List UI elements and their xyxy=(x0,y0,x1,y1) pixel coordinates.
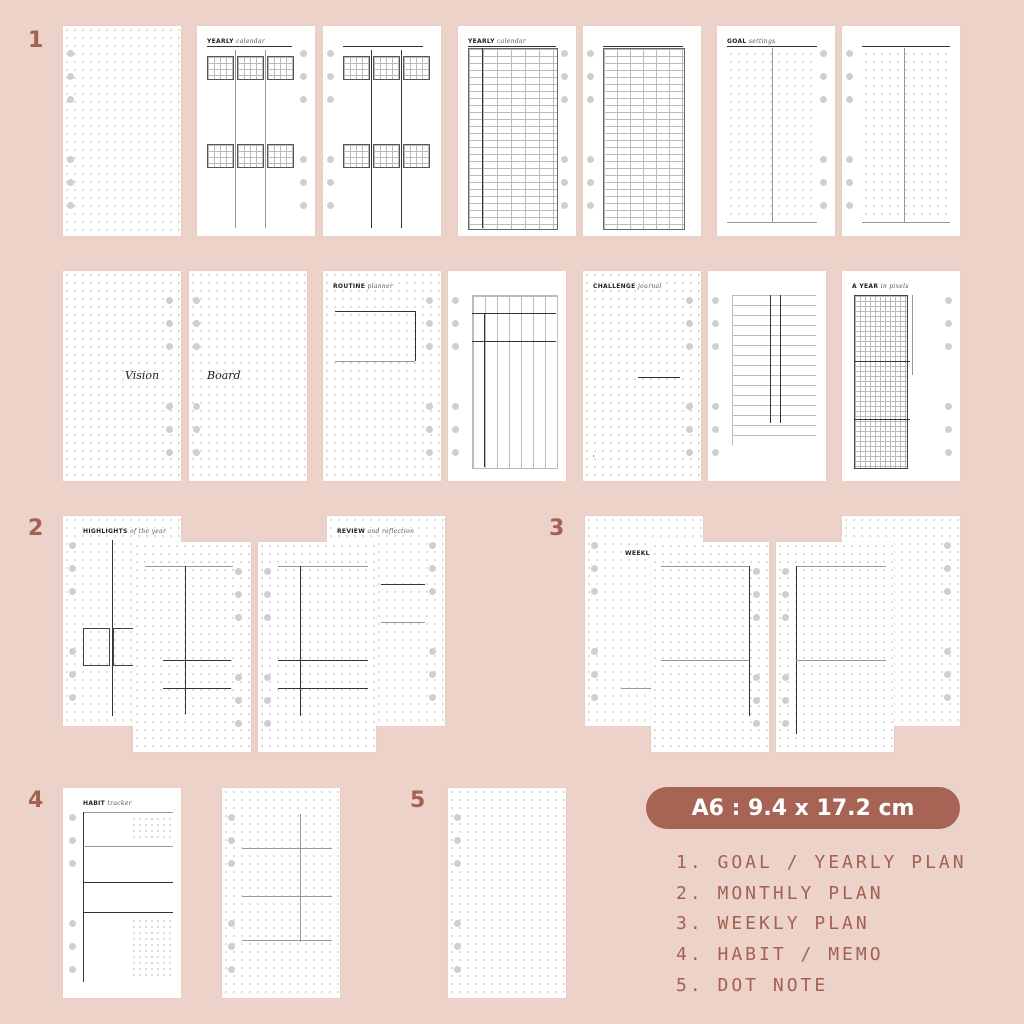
punch-hole-icon xyxy=(69,588,76,595)
month-grid xyxy=(267,144,294,168)
punch-hole-icon xyxy=(753,568,760,575)
punch-hole-icon xyxy=(426,426,433,433)
punch-hole-icon xyxy=(454,966,461,973)
legend-item: 3. WEEKLY PLAN xyxy=(676,913,870,935)
punch-hole-icon xyxy=(782,720,789,727)
highlight-box xyxy=(83,628,110,666)
punch-hole-icon xyxy=(587,73,594,80)
legend-item: 4. HABIT / MEMO xyxy=(676,944,884,966)
punch-hole-icon xyxy=(561,96,568,103)
punch-hole-icon xyxy=(69,837,76,844)
punch-hole-icon xyxy=(712,320,719,327)
punch-hole-icon xyxy=(753,697,760,704)
month-grid xyxy=(207,144,234,168)
punch-holes xyxy=(944,516,956,726)
page-title: REVIEW and reflection xyxy=(337,528,415,535)
title-rule xyxy=(661,566,749,567)
row-divider xyxy=(862,222,950,223)
dot-area xyxy=(862,50,950,220)
challenge-journal-page xyxy=(708,271,826,481)
punch-hole-icon xyxy=(753,614,760,621)
punch-hole-icon xyxy=(228,966,235,973)
punch-hole-icon xyxy=(429,648,436,655)
title-rule xyxy=(468,46,556,47)
punch-hole-icon xyxy=(166,343,173,350)
punch-holes xyxy=(166,271,178,481)
month-grid xyxy=(373,56,400,80)
title-rule xyxy=(862,46,950,47)
punch-hole-icon xyxy=(69,542,76,549)
punch-hole-icon xyxy=(166,426,173,433)
row-divider xyxy=(727,222,817,223)
row-divider xyxy=(381,584,425,585)
punch-hole-icon xyxy=(193,449,200,456)
month-grid xyxy=(373,144,400,168)
punch-hole-icon xyxy=(591,671,598,678)
punch-hole-icon xyxy=(820,96,827,103)
goal-settings-page xyxy=(717,26,835,236)
punch-hole-icon xyxy=(591,694,598,701)
column-divider xyxy=(772,48,773,223)
punch-hole-icon xyxy=(561,156,568,163)
punch-hole-icon xyxy=(454,814,461,821)
punch-hole-icon xyxy=(327,96,334,103)
column-divider xyxy=(401,138,402,228)
punch-hole-icon xyxy=(429,694,436,701)
punch-hole-icon xyxy=(67,73,74,80)
punch-hole-icon xyxy=(426,297,433,304)
punch-hole-icon xyxy=(429,671,436,678)
punch-hole-icon xyxy=(327,50,334,57)
punch-hole-icon xyxy=(452,426,459,433)
row-divider xyxy=(278,660,368,661)
punch-holes xyxy=(193,271,205,481)
punch-hole-icon xyxy=(782,568,789,575)
challenge-lines xyxy=(732,295,816,445)
challenge-journal-page xyxy=(583,271,701,481)
punch-hole-icon xyxy=(193,320,200,327)
punch-holes xyxy=(327,26,339,236)
column-divider xyxy=(796,566,797,734)
punch-holes xyxy=(426,271,438,481)
page-title: YEARLY calendar xyxy=(468,38,527,45)
punch-hole-icon xyxy=(712,403,719,410)
punch-hole-icon xyxy=(228,943,235,950)
vision-script-title: Vision xyxy=(125,369,160,382)
punch-hole-icon xyxy=(429,565,436,572)
punch-hole-icon xyxy=(587,50,594,57)
row-divider xyxy=(83,912,173,913)
punch-hole-icon xyxy=(327,179,334,186)
punch-hole-icon xyxy=(561,179,568,186)
punch-holes xyxy=(846,26,858,236)
punch-hole-icon xyxy=(166,320,173,327)
punch-hole-icon xyxy=(452,320,459,327)
column-divider xyxy=(235,50,236,140)
column-divider xyxy=(749,566,750,716)
punch-hole-icon xyxy=(327,73,334,80)
row-divider xyxy=(163,688,231,689)
punch-hole-icon xyxy=(587,156,594,163)
column-divider xyxy=(371,138,372,228)
challenge-rule xyxy=(593,455,594,457)
punch-hole-icon xyxy=(69,966,76,973)
punch-hole-icon xyxy=(820,73,827,80)
month-grid xyxy=(403,144,430,168)
page-title: YEARLY calendar xyxy=(207,38,266,45)
punch-holes xyxy=(587,26,599,236)
title-rule xyxy=(343,46,423,47)
punch-hole-icon xyxy=(235,674,242,681)
punch-hole-icon xyxy=(945,426,952,433)
punch-hole-icon xyxy=(452,297,459,304)
punch-hole-icon xyxy=(712,426,719,433)
weekly-plan-right-page xyxy=(776,542,894,752)
punch-hole-icon xyxy=(587,96,594,103)
punch-hole-icon xyxy=(426,449,433,456)
punch-hole-icon xyxy=(820,156,827,163)
goal-settings-page xyxy=(842,26,960,236)
column-divider xyxy=(300,566,301,716)
punch-hole-icon xyxy=(846,202,853,209)
legend-item: 5. DOT NOTE xyxy=(676,974,829,996)
punch-hole-icon xyxy=(846,50,853,57)
vision-board-right-page xyxy=(189,271,307,481)
monthly-plan-left-page xyxy=(133,542,251,752)
punch-hole-icon xyxy=(686,449,693,456)
punch-hole-icon xyxy=(429,542,436,549)
punch-hole-icon xyxy=(561,202,568,209)
punch-hole-icon xyxy=(67,202,74,209)
punch-hole-icon xyxy=(686,343,693,350)
punch-hole-icon xyxy=(591,648,598,655)
punch-hole-icon xyxy=(944,588,951,595)
routine-rule xyxy=(335,311,415,312)
month-grid xyxy=(237,144,264,168)
routine-rule xyxy=(335,361,415,362)
dot-note-page xyxy=(448,788,566,998)
punch-hole-icon xyxy=(452,343,459,350)
page-title: ROUTINE planner xyxy=(333,283,394,290)
yearly-calendar-page xyxy=(323,26,441,236)
punch-hole-icon xyxy=(944,565,951,572)
punch-hole-icon xyxy=(264,720,271,727)
punch-hole-icon xyxy=(69,565,76,572)
column-divider xyxy=(401,50,402,140)
column-divider xyxy=(484,313,485,467)
punch-hole-icon xyxy=(846,156,853,163)
punch-hole-icon xyxy=(264,697,271,704)
punch-hole-icon xyxy=(235,614,242,621)
punch-holes xyxy=(753,542,765,752)
dotted-page xyxy=(63,26,181,236)
page-title: HIGHLIGHTS of the year xyxy=(83,528,167,535)
title-rule xyxy=(727,46,817,47)
punch-hole-icon xyxy=(228,837,235,844)
punch-hole-icon xyxy=(69,671,76,678)
punch-hole-icon xyxy=(300,156,307,163)
punch-hole-icon xyxy=(67,156,74,163)
punch-hole-icon xyxy=(945,449,952,456)
column-divider xyxy=(185,566,186,714)
section-number-3: 3 xyxy=(549,516,565,541)
punch-hole-icon xyxy=(327,156,334,163)
routine-planner-page xyxy=(323,271,441,481)
column-divider xyxy=(300,814,301,942)
punch-hole-icon xyxy=(228,860,235,867)
month-grid xyxy=(343,56,370,80)
punch-hole-icon xyxy=(945,403,952,410)
punch-hole-icon xyxy=(945,343,952,350)
punch-holes xyxy=(429,516,441,726)
punch-holes xyxy=(561,26,573,236)
size-badge: A6 : 9.4 x 17.2 cm xyxy=(646,787,960,829)
punch-hole-icon xyxy=(264,614,271,621)
punch-hole-icon xyxy=(452,449,459,456)
page-title: CHALLENGE journal xyxy=(593,283,662,290)
punch-hole-icon xyxy=(69,648,76,655)
punch-hole-icon xyxy=(69,694,76,701)
punch-hole-icon xyxy=(686,320,693,327)
legend-item: 1. GOAL / YEARLY PLAN xyxy=(676,852,967,873)
row-divider xyxy=(163,660,231,661)
page-title: WEEKL xyxy=(625,550,650,557)
board-script-title: Board xyxy=(207,369,241,382)
punch-hole-icon xyxy=(300,202,307,209)
habit-tracker-page xyxy=(63,788,181,998)
punch-hole-icon xyxy=(782,697,789,704)
punch-hole-icon xyxy=(944,671,951,678)
row-divider xyxy=(242,896,332,897)
punch-hole-icon xyxy=(782,591,789,598)
punch-hole-icon xyxy=(561,50,568,57)
punch-hole-icon xyxy=(945,297,952,304)
punch-holes xyxy=(454,788,466,998)
punch-hole-icon xyxy=(820,179,827,186)
punch-holes xyxy=(945,271,957,481)
weekly-plan-left-page xyxy=(651,542,769,752)
punch-hole-icon xyxy=(820,50,827,57)
row-divider xyxy=(83,846,173,847)
pixel-grid xyxy=(854,295,908,469)
punch-hole-icon xyxy=(591,588,598,595)
row-divider xyxy=(278,688,368,689)
punch-hole-icon xyxy=(300,73,307,80)
punch-holes xyxy=(820,26,832,236)
title-rule xyxy=(278,566,368,567)
punch-hole-icon xyxy=(235,591,242,598)
month-grid xyxy=(207,56,234,80)
punch-hole-icon xyxy=(67,50,74,57)
punch-hole-icon xyxy=(264,568,271,575)
punch-hole-icon xyxy=(454,860,461,867)
punch-hole-icon xyxy=(300,179,307,186)
month-grid xyxy=(237,56,264,80)
column-divider xyxy=(371,50,372,140)
punch-hole-icon xyxy=(426,343,433,350)
punch-holes xyxy=(264,542,276,752)
punch-hole-icon xyxy=(820,202,827,209)
punch-holes xyxy=(300,26,312,236)
punch-hole-icon xyxy=(846,96,853,103)
punch-hole-icon xyxy=(782,674,789,681)
column-divider xyxy=(482,48,483,228)
legend-item: 2. MONTHLY PLAN xyxy=(676,882,884,904)
challenge-rule xyxy=(638,377,680,378)
punch-hole-icon xyxy=(300,50,307,57)
title-rule xyxy=(145,566,233,567)
punch-hole-icon xyxy=(67,179,74,186)
punch-hole-icon xyxy=(235,568,242,575)
punch-hole-icon xyxy=(264,674,271,681)
column-divider xyxy=(770,295,771,423)
punch-hole-icon xyxy=(166,297,173,304)
punch-holes xyxy=(686,271,698,481)
punch-hole-icon xyxy=(712,343,719,350)
month-grid xyxy=(343,144,370,168)
punch-hole-icon xyxy=(327,202,334,209)
title-rule xyxy=(603,46,683,47)
punch-holes xyxy=(69,516,81,726)
routine-planner-page xyxy=(448,271,566,481)
row-divider xyxy=(661,660,749,661)
punch-hole-icon xyxy=(587,179,594,186)
punch-hole-icon xyxy=(69,943,76,950)
punch-hole-icon xyxy=(193,426,200,433)
punch-hole-icon xyxy=(235,697,242,704)
punch-hole-icon xyxy=(587,202,594,209)
title-rule xyxy=(796,566,886,567)
punch-hole-icon xyxy=(193,297,200,304)
punch-hole-icon xyxy=(454,943,461,950)
column-divider xyxy=(912,295,913,375)
punch-holes xyxy=(67,26,79,236)
section-number-1: 1 xyxy=(28,28,44,53)
punch-hole-icon xyxy=(193,403,200,410)
punch-hole-icon xyxy=(429,588,436,595)
punch-hole-icon xyxy=(753,591,760,598)
punch-hole-icon xyxy=(753,720,760,727)
punch-hole-icon xyxy=(264,591,271,598)
punch-holes xyxy=(228,788,240,998)
punch-hole-icon xyxy=(454,837,461,844)
punch-hole-icon xyxy=(228,920,235,927)
punch-hole-icon xyxy=(686,426,693,433)
punch-hole-icon xyxy=(944,542,951,549)
punch-holes xyxy=(782,542,794,752)
punch-hole-icon xyxy=(193,343,200,350)
punch-hole-icon xyxy=(69,860,76,867)
row-divider xyxy=(854,361,910,362)
punch-hole-icon xyxy=(69,920,76,927)
vision-board-left-page xyxy=(63,271,181,481)
month-grid xyxy=(403,56,430,80)
page-title: A YEAR in pixels xyxy=(852,283,909,290)
punch-hole-icon xyxy=(426,403,433,410)
row-divider xyxy=(242,940,332,941)
punch-hole-icon xyxy=(426,320,433,327)
punch-hole-icon xyxy=(166,449,173,456)
punch-hole-icon xyxy=(712,297,719,304)
punch-holes xyxy=(235,542,247,752)
routine-rule xyxy=(415,311,416,361)
title-rule xyxy=(207,46,292,47)
punch-holes xyxy=(69,788,81,998)
yearly-calendar-list-page xyxy=(458,26,576,236)
punch-hole-icon xyxy=(945,320,952,327)
punch-hole-icon xyxy=(166,403,173,410)
row-divider xyxy=(854,419,910,420)
punch-hole-icon xyxy=(753,674,760,681)
punch-holes xyxy=(712,271,724,481)
column-divider xyxy=(904,48,905,223)
punch-holes xyxy=(452,271,464,481)
memo-page xyxy=(222,788,340,998)
section-number-5: 5 xyxy=(410,788,426,813)
yearly-grid xyxy=(603,48,685,230)
row-divider xyxy=(621,688,651,689)
year-in-pixels-page xyxy=(842,271,960,481)
section-number-2: 2 xyxy=(28,516,44,541)
punch-hole-icon xyxy=(454,920,461,927)
punch-hole-icon xyxy=(591,542,598,549)
punch-hole-icon xyxy=(686,403,693,410)
page-title: GOAL settings xyxy=(727,38,776,45)
column-divider xyxy=(83,812,84,982)
month-grid xyxy=(267,56,294,80)
row-divider xyxy=(796,660,886,661)
yearly-calendar-page xyxy=(197,26,315,236)
punch-hole-icon xyxy=(235,720,242,727)
punch-hole-icon xyxy=(300,96,307,103)
column-divider xyxy=(265,138,266,228)
punch-hole-icon xyxy=(846,73,853,80)
punch-hole-icon xyxy=(944,648,951,655)
section-legend xyxy=(676,848,967,1001)
title-rule xyxy=(83,812,173,813)
punch-hole-icon xyxy=(782,614,789,621)
punch-hole-icon xyxy=(712,449,719,456)
habit-dots xyxy=(131,816,173,842)
column-divider xyxy=(235,138,236,228)
column-divider xyxy=(265,50,266,140)
punch-hole-icon xyxy=(846,179,853,186)
punch-hole-icon xyxy=(69,814,76,821)
habit-dots xyxy=(131,918,173,978)
row-divider xyxy=(381,622,425,623)
column-divider xyxy=(780,295,781,423)
punch-hole-icon xyxy=(591,565,598,572)
yearly-calendar-list-page xyxy=(583,26,701,236)
punch-holes xyxy=(591,516,603,726)
punch-hole-icon xyxy=(452,403,459,410)
punch-hole-icon xyxy=(686,297,693,304)
punch-hole-icon xyxy=(561,73,568,80)
punch-hole-icon xyxy=(67,96,74,103)
section-number-4: 4 xyxy=(28,788,44,813)
row-divider xyxy=(83,882,173,883)
punch-hole-icon xyxy=(228,814,235,821)
punch-hole-icon xyxy=(944,694,951,701)
monthly-plan-right-page xyxy=(258,542,376,752)
row-divider xyxy=(242,848,332,849)
page-title: HABIT tracker xyxy=(83,800,132,807)
